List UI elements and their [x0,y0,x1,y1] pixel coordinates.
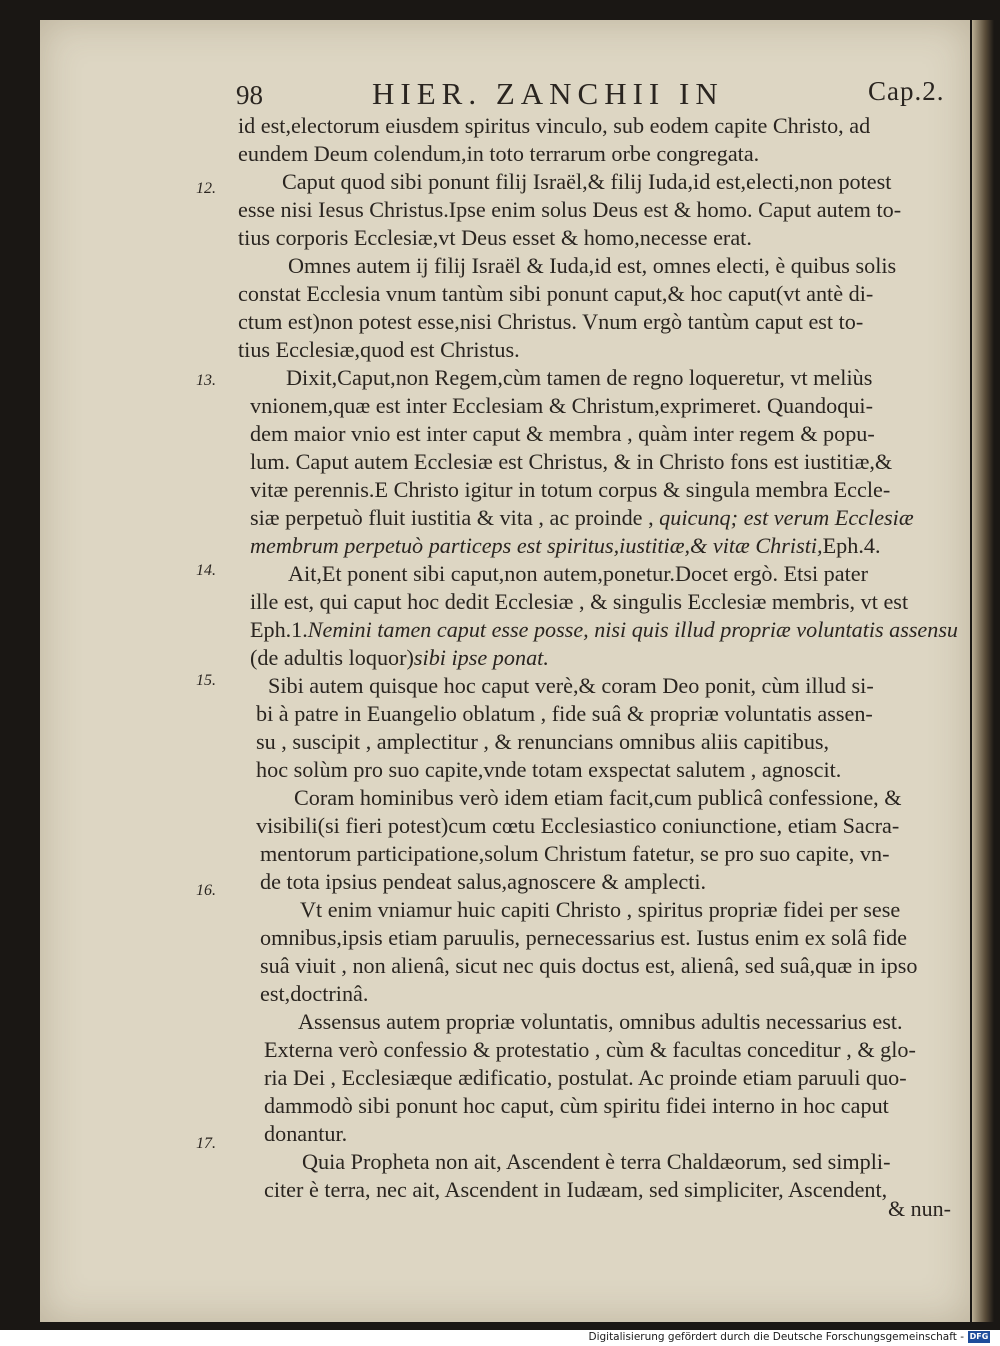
page-edge [972,20,994,1322]
text-line: eundem Deum colendum,in toto terrarum orbe congregata. [238,141,760,166]
dfg-logo: DFG [969,1332,989,1341]
margin-number-16: 16. [196,882,216,899]
text-line: citer è terra, nec ait, Ascendent in Iudæam, sed simpliciter, Ascendent, [264,1177,888,1202]
page-number: 98 [236,80,263,110]
text-line: Sibi autem quisque hoc caput verè,& coram Deo ponit, cùm illud si- [268,673,874,698]
text-line: omnibus,ipsis etiam paruulis, pernecessarius est. Iustus enim ex solâ fide [260,925,908,950]
text-line: Coram hominibus verò idem etiam facit,cum publicâ confessione, & [294,785,902,810]
text-line: su , suscipit , amplectitur , & renuncians omnibus aliis capitibus, [256,729,830,754]
text-line: de tota ipsius pendeat salus,agnoscere & amplecti. [260,869,707,894]
text-line: dem maior vnio est inter caput & membra , quàm inter regem & popu- [250,421,875,446]
text-line: Dixit,Caput,non Regem,cùm tamen de regno loqueretur, vt meliùs [286,365,873,390]
text-line: ria Dei , Ecclesiæque ædificatio, postulat. Ac proinde etiam paruuli quo- [264,1065,907,1090]
digitization-credit: Digitalisierung gefördert durch die Deutsche Forschungsgemeinschaft - [588,1331,964,1343]
margin-number-14: 14. [196,562,216,579]
text-line: Omnes autem ij filij Israël & Iuda,id est, omnes electi, è quibus solis [288,253,897,278]
italic-segment: quicunq; est verum Ecclesiæ [659,505,914,530]
catchword: & nun- [888,1196,951,1221]
text-segment: Eph.1. [250,617,308,642]
text-line: mentorum participatione,solum Christum fatetur, se pro suo capite, vn- [260,841,890,866]
text-line: tius Ecclesiæ,quod est Christus. [238,337,520,362]
text-line: donantur. [264,1121,348,1146]
text-line: id est,electorum eiusdem spiritus vinculo, sub eodem capite Christo, ad [238,113,871,138]
text-line: constat Ecclesia vnum tantùm sibi ponunt caput,& hoc caput(vt antè di- [238,281,874,306]
text-line: bi à patre in Euangelio oblatum , fide suâ & propriæ voluntatis assen- [256,701,873,726]
text-line: lum. Caput autem Ecclesiæ est Christus, & in Christo fons est iustitiæ,& [250,449,893,474]
italic-segment: sibi ipse ponat. [413,645,549,670]
text-segment: Eph.4. [822,533,881,558]
text-line: Assensus autem propriæ voluntatis, omnibus adultis necessarius est. [298,1009,903,1034]
italic-segment: Nemini tamen caput esse posse, nisi quis illud propriæ voluntatis assensu [307,617,958,642]
running-head: HIER. ZANCHII IN [372,76,724,111]
margin-number-13: 13. [196,372,216,389]
text-line: suâ viuit , non alienâ, sicut nec quis doctus est, alienâ, sed suâ,quæ in ipso [260,953,918,978]
text-line: tius corporis Ecclesiæ,vt Deus esset & homo,necesse erat. [238,225,752,250]
text-line: vitæ perennis.E Christo igitur in totum corpus & singula membra Eccle- [250,477,891,502]
italic-segment: membrum perpetuò particeps est spiritus,iustitiæ,& vitæ Christi, [250,533,823,558]
body-text [238,112,958,1202]
margin-number-15: 15. [196,672,216,689]
text-line: ctum est)non potest esse,nisi Christus. Vnum ergò tantùm caput est to- [238,309,864,334]
text-segment: (de adultis loquor) [250,645,414,670]
text-line [250,504,914,532]
text-line: est,doctrinâ. [260,981,369,1006]
text-line [250,644,549,672]
text-line: Externa verò confessio & protestatio , cùm & facultas conceditur , & glo- [264,1037,916,1062]
text-line: Caput quod sibi ponunt filij Israël,& filij Iuda,id est,electi,non potest [282,169,892,194]
text-line: Vt enim vniamur huic capiti Christo , spiritus propriæ fidei per sese [300,897,901,922]
margin-number-17: 17. [196,1135,216,1152]
text-line: visibili(si fieri potest)cum cœtu Ecclesiastico coniunctione, etiam Sacra- [256,813,900,838]
text-line: ille est, qui caput hoc dedit Ecclesiæ , & singulis Ecclesiæ membris, vt est [250,589,909,614]
text-line: dammodò sibi ponunt hoc caput, cùm spiritu fidei interno in hoc caput [264,1093,889,1118]
text-segment: siæ perpetuò fluit iustitia & vita , ac proinde , [250,505,654,530]
chapter-label: Cap.2. [868,76,945,106]
text-line [250,532,881,560]
text-line: vnionem,quæ est inter Ecclesiam & Christum,exprimeret. Quandoqui- [250,393,873,418]
text-line: hoc solùm pro suo capite,vnde totam exspectat salutem , agnoscit. [256,757,842,782]
margin-number-12: 12. [196,180,216,197]
text-line: Ait,Et ponent sibi caput,non autem,ponetur.Docet ergò. Etsi pater [288,561,869,586]
text-line: esse nisi Iesus Christus.Ipse enim solus Deus est & homo. Caput autem to- [238,197,902,222]
text-line: Quia Propheta non ait, Ascendent è terra Chaldæorum, sed simpli- [302,1149,891,1174]
text-line [250,616,958,644]
